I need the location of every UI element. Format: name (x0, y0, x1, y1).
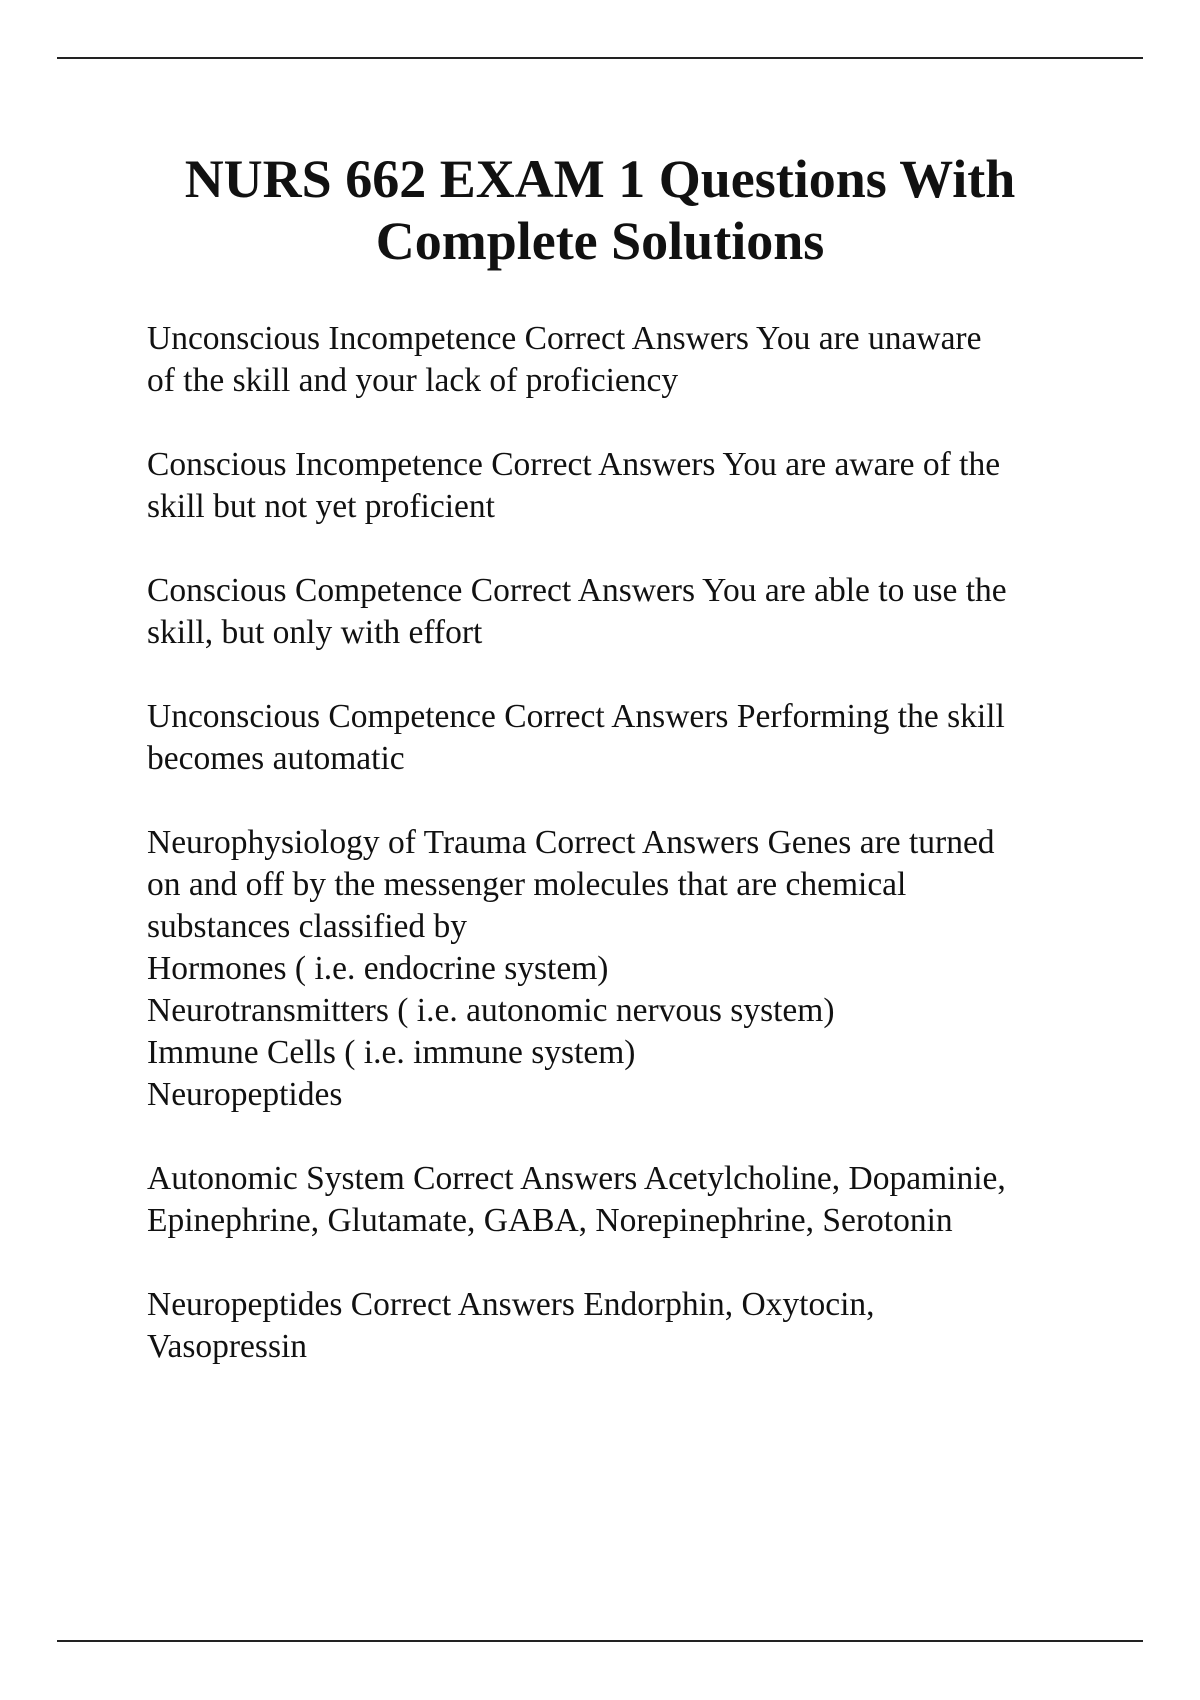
qa-entry-neuropeptides (147, 1284, 1097, 1368)
qa-line: Neuropeptides Correct Answers Endorphin, Oxytocin, (147, 1286, 875, 1323)
footer-rule (57, 1640, 1143, 1642)
qa-entry-neurophysiology-of-trauma (147, 822, 1097, 1116)
qa-line: Conscious Incompetence Correct Answers You are aware of the (147, 446, 1001, 483)
qa-entry-unconscious-competence (147, 696, 1097, 780)
qa-line: Unconscious Competence Correct Answers Performing the skill (147, 698, 1005, 735)
qa-line: of the skill and your lack of proficiency (147, 362, 679, 399)
qa-line: Autonomic System Correct Answers Acetylcholine, Dopaminie, (147, 1160, 1006, 1197)
qa-line: Immune Cells ( i.e. immune system) (147, 1034, 636, 1071)
title-line: Complete Solutions (375, 211, 825, 271)
qa-line: Hormones ( i.e. endocrine system) (147, 950, 609, 987)
qa-line: skill but not yet proficient (147, 488, 495, 525)
qa-line: becomes automatic (147, 740, 405, 777)
qa-entry-unconscious-incompetence (147, 318, 1097, 402)
qa-line: Unconscious Incompetence Correct Answers You are unaware (147, 320, 982, 357)
qa-entry-autonomic-system (147, 1158, 1097, 1242)
page-title (100, 148, 1100, 272)
qa-line: Epinephrine, Glutamate, GABA, Norepinephrine, Serotonin (147, 1202, 953, 1239)
qa-list (147, 318, 1097, 1410)
qa-line: Neuropeptides (147, 1076, 343, 1113)
qa-entry-conscious-incompetence (147, 444, 1097, 528)
qa-line: on and off by the messenger molecules that are chemical (147, 866, 907, 903)
qa-line: Neurotransmitters ( i.e. autonomic nervous system) (147, 992, 835, 1029)
header-rule (57, 57, 1143, 59)
qa-line: substances classified by (147, 908, 468, 945)
qa-line: Vasopressin (147, 1328, 308, 1365)
title-line: NURS 662 EXAM 1 Questions With (184, 149, 1016, 209)
qa-line: Conscious Competence Correct Answers You are able to use the (147, 572, 1007, 609)
qa-line: skill, but only with effort (147, 614, 483, 651)
qa-line: Neurophysiology of Trauma Correct Answers Genes are turned (147, 824, 995, 861)
qa-entry-conscious-competence (147, 570, 1097, 654)
